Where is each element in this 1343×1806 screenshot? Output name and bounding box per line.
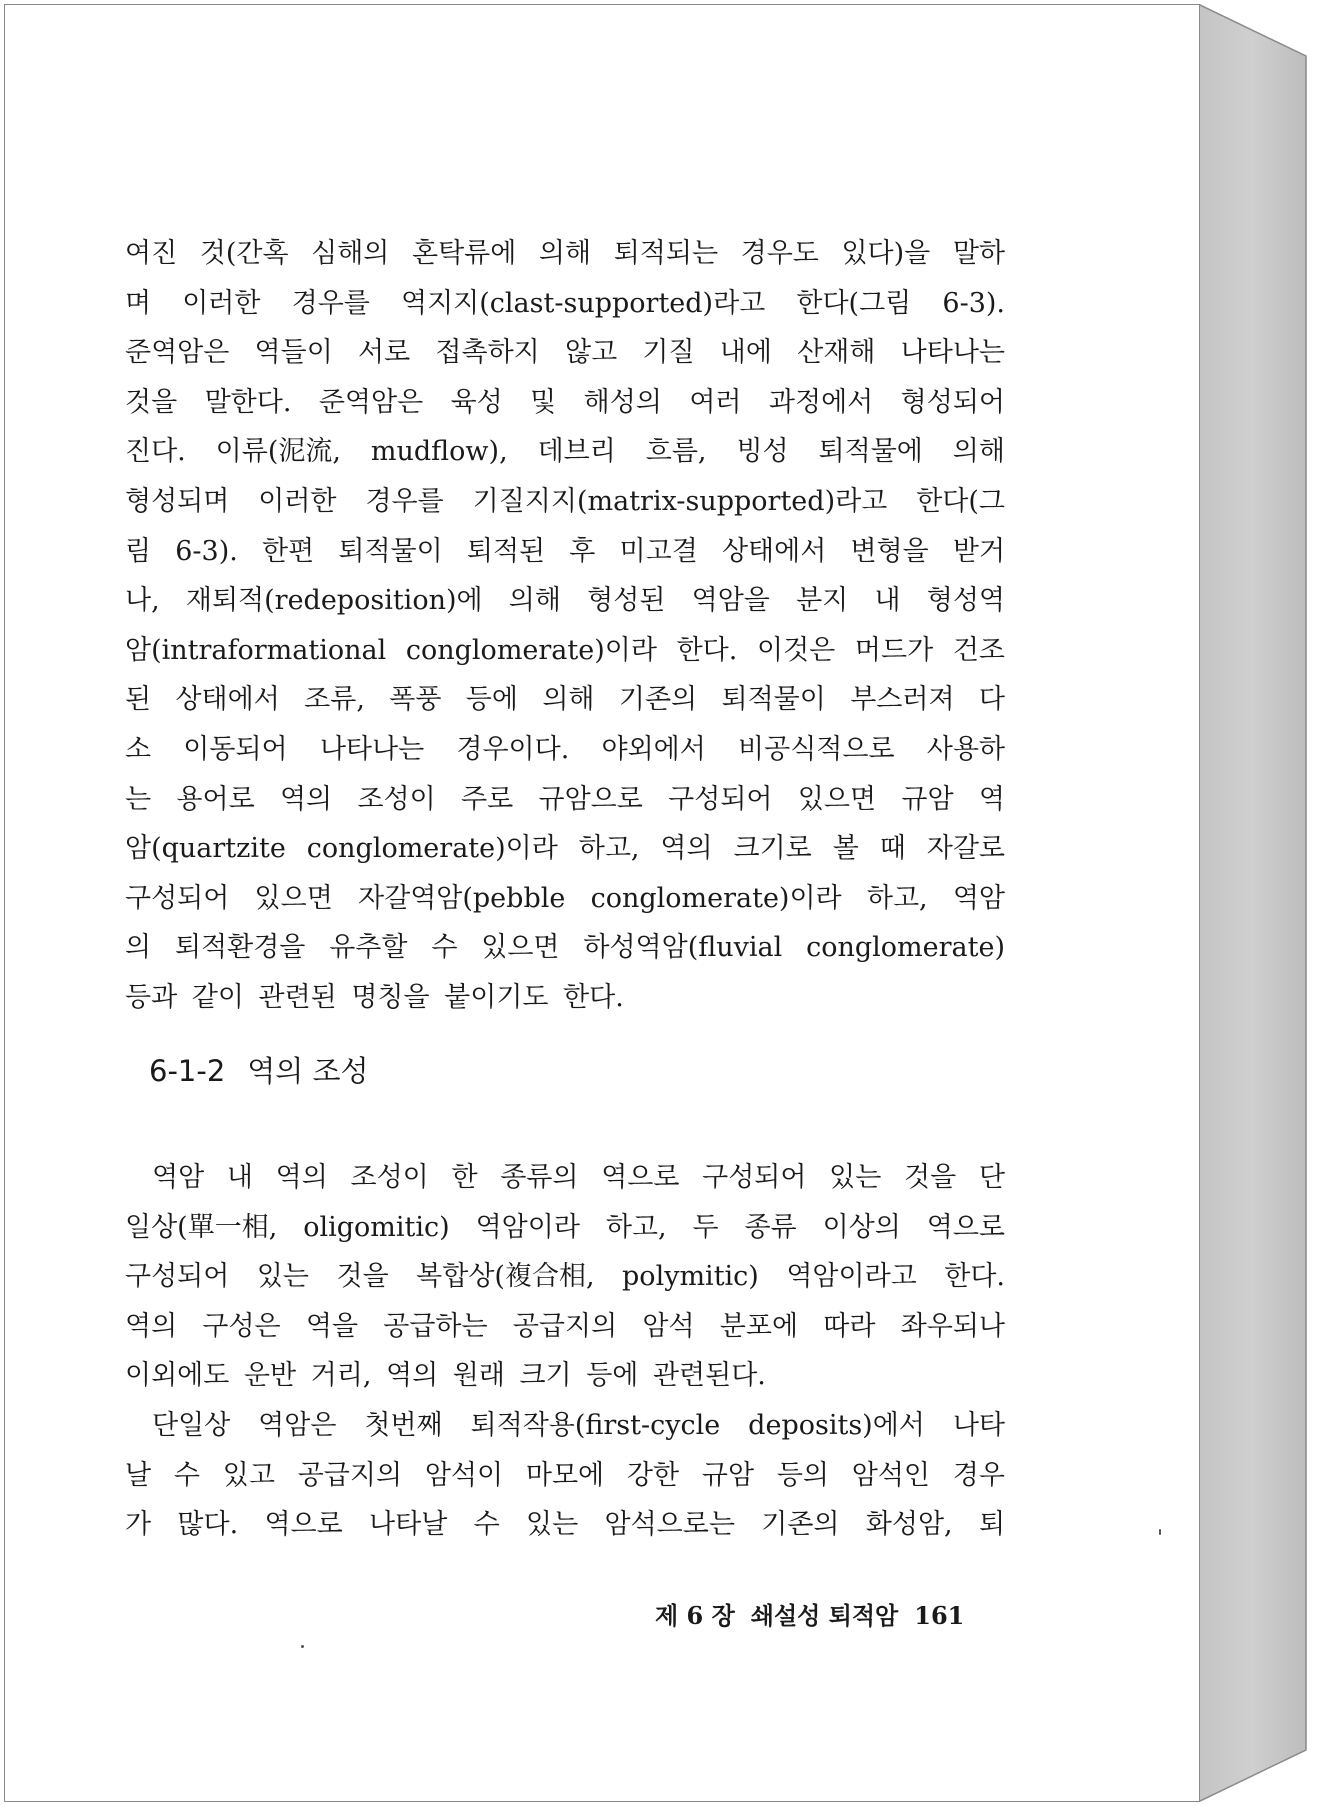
text-line: 며 이러한 경우를 역지지(clast-supported)라고 한다(그림 6-3).	[125, 287, 1005, 319]
page-number: 161	[914, 1601, 965, 1630]
text-line: 형성되며 이러한 경우를 기질지지(matrix-supported)라고 한다(그	[125, 485, 1005, 517]
section-title: 역의 조성	[247, 1054, 369, 1088]
chapter-label: 제 6 장	[655, 1601, 735, 1630]
text-line: 된 상태에서 조류, 폭풍 등에 의해 기존의 퇴적물이 부스러져 다	[125, 684, 1005, 716]
text-line: 것을 말한다. 준역암은 육성 및 해성의 여러 과정에서 형성되어	[125, 386, 1006, 418]
section-heading	[149, 1051, 369, 1091]
text-line: 소 이동되어 나타나는 경우이다. 야외에서 비공식적으로 사용하	[125, 733, 1005, 765]
text-line: 진다. 이류(泥流, mudflow), 데브리 흐름, 빙성 퇴적물에 의해	[125, 436, 1005, 468]
text-line: 여진 것(간혹 심해의 혼탁류에 의해 퇴적되는 경우도 있다)을 말하	[125, 238, 1006, 269]
paragraph-conglomerate-types	[125, 229, 1005, 1023]
text-line: 이외에도 운반 거리, 역의 원래 크기 등에 관련된다.	[125, 1360, 766, 1392]
text-line: 가 많다. 역으로 나타날 수 있는 암석으로는 기존의 화성암, 퇴	[125, 1509, 1006, 1541]
text-line: 암(quartzite conglomerate)이라 하고, 역의 크기로 볼 때 자갈로	[125, 833, 1005, 865]
text-line: 등과 같이 관련된 명칭을 붙이기도 한다.	[125, 981, 624, 1013]
text-line: 구성되어 있는 것을 복합상(複合相, polymitic) 역암이라고 한다.	[125, 1261, 1005, 1293]
text-line: 는 용어로 역의 조성이 주로 규암으로 구성되어 있으면 규암 역	[125, 783, 1005, 815]
text-line: 구성되어 있으면 자갈역암(pebble conglomerate)이라 하고, 역암	[125, 882, 1006, 914]
text-line: 단일상 역암은 첫번째 퇴적작용(first-cycle deposits)에서 나타	[152, 1409, 1005, 1441]
text-line: 림 6-3). 한편 퇴적물이 퇴적된 후 미고결 상태에서 변형을 받거	[125, 535, 1006, 567]
chapter-title: 쇄설성 퇴적암	[750, 1601, 899, 1630]
text-line: 역의 구성은 역을 공급하는 공급지의 암석 분포에 따라 좌우되나	[125, 1310, 1005, 1342]
book-edge	[1198, 4, 1308, 1802]
print-speck	[301, 1645, 304, 1648]
text-line: 역암 내 역의 조성이 한 종류의 역으로 구성되어 있는 것을 단	[152, 1162, 1005, 1193]
text-line: 준역암은 역들이 서로 접촉하지 않고 기질 내에 산재해 나타나는	[125, 337, 1005, 369]
text-line: 나, 재퇴적(redeposition)에 의해 형성된 역암을 분지 내 형성역	[125, 585, 1006, 617]
running-footer	[655, 1601, 964, 1631]
text-line: 의 퇴적환경을 유추할 수 있으면 하성역암(fluvial conglomerate)	[125, 932, 1006, 964]
paragraph-clast-composition	[125, 1153, 1005, 1550]
text-line: 날 수 있고 공급지의 암석이 마모에 강한 규암 등의 암석인 경우	[125, 1459, 1005, 1491]
text-line: 암(intraformational conglomerate)이라 한다. 이것은 머드가 건조	[125, 634, 1005, 666]
book-page	[4, 4, 1200, 1802]
text-line: 일상(單一相, oligomitic) 역암이라 하고, 두 종류 이상의 역으로	[125, 1211, 1005, 1243]
section-number: 6-1-2	[149, 1054, 226, 1088]
print-speck	[1159, 1529, 1161, 1535]
